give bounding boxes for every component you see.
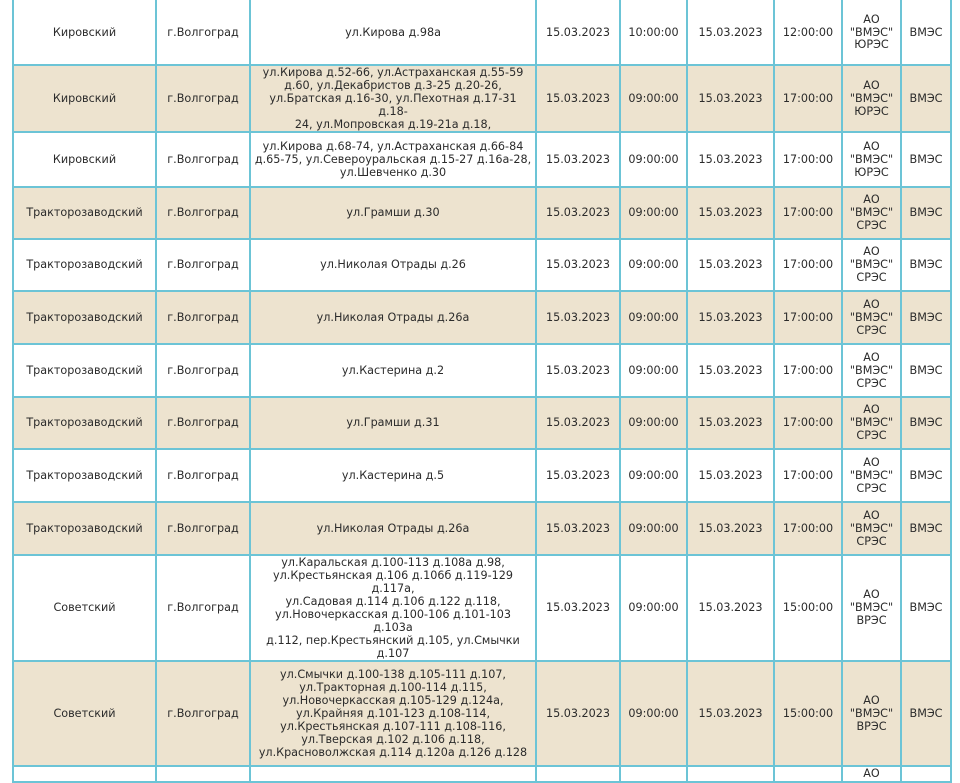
organization-cell: АО "ВМЭС" ЮРЭС	[842, 65, 901, 132]
start-time-cell: 09:00:00	[620, 397, 687, 449]
start-time-cell: 09:00:00	[620, 291, 687, 344]
end-time-cell: 17:00:00	[774, 132, 842, 187]
address-line: ул.Шевченко д.30	[339, 165, 447, 179]
start-date-cell: 15.03.2023	[536, 661, 620, 766]
end-date-cell	[687, 766, 774, 782]
address-line: ул.Тракторная д.100-114 д.115,	[299, 680, 487, 694]
end-date-cell: 15.03.2023	[687, 65, 774, 132]
organization-cell: АО "ВМЭС" ВРЭС	[842, 661, 901, 766]
branch-cell: ВМЭС	[901, 239, 951, 291]
organization-cell: АО "ВМЭС" СРЭС	[842, 187, 901, 239]
branch-cell	[901, 766, 951, 782]
end-time-cell: 17:00:00	[774, 291, 842, 344]
address-cell	[250, 397, 536, 449]
start-time-cell: 09:00:00	[620, 344, 687, 397]
start-time-cell: 10:00:00	[620, 0, 687, 65]
end-time-cell: 17:00:00	[774, 187, 842, 239]
address-line: ул.Кастерина д.2	[341, 363, 445, 377]
end-date-cell: 15.03.2023	[687, 449, 774, 502]
address-line: ул.Кирова д.68-74, ул.Астраханская д.66-84	[262, 139, 524, 153]
end-date-cell: 15.03.2023	[687, 502, 774, 555]
organization-cell: АО "ВМЭС" ЮРЭС	[842, 0, 901, 65]
branch-cell: ВМЭС	[901, 187, 951, 239]
city-cell: г.Волгоград	[156, 397, 250, 449]
address-line: ул.Каральская д.100-113 д.108а д.98,	[281, 555, 505, 569]
address-line: ул.Новочеркасская д.105-129 д.124а,	[282, 693, 504, 707]
organization-cell: АО "ВМЭС" СРЭС	[842, 344, 901, 397]
end-date-cell: 15.03.2023	[687, 132, 774, 187]
address-cell	[250, 661, 536, 766]
branch-cell: ВМЭС	[901, 661, 951, 766]
city-cell: г.Волгоград	[156, 187, 250, 239]
branch-cell: ВМЭС	[901, 0, 951, 65]
branch-cell: ВМЭС	[901, 291, 951, 344]
branch-cell: ВМЭС	[901, 344, 951, 397]
city-cell: г.Волгоград	[156, 344, 250, 397]
address-line: ул.Кирова д.52-66, ул.Астраханская д.55-59	[262, 66, 524, 79]
organization-cell: АО "ВМЭС" СРЭС	[842, 291, 901, 344]
start-date-cell: 15.03.2023	[536, 291, 620, 344]
start-date-cell: 15.03.2023	[536, 502, 620, 555]
address-cell	[250, 502, 536, 555]
start-date-cell: 15.03.2023	[536, 0, 620, 65]
address-line: ул.Николая Отрады д.26	[320, 258, 466, 272]
district-cell: Тракторозаводский	[13, 397, 156, 449]
end-time-cell: 17:00:00	[774, 449, 842, 502]
start-date-cell: 15.03.2023	[536, 397, 620, 449]
organization-cell: АО "ВМЭС" ЮРЭС	[842, 132, 901, 187]
address-line: ул.Кастерина д.5	[341, 468, 445, 482]
end-time-cell: 17:00:00	[774, 239, 842, 291]
table-row	[13, 65, 951, 132]
city-cell: г.Волгоград	[156, 661, 250, 766]
address-line: ул.Новочеркасская д.100-106 д.101-103 д.103а	[274, 607, 512, 634]
district-cell: Тракторозаводский	[13, 449, 156, 502]
start-date-cell: 15.03.2023	[536, 239, 620, 291]
address-line: ул.Смычки д.100-138 д.105-111 д.107,	[280, 667, 506, 681]
end-date-cell: 15.03.2023	[687, 344, 774, 397]
address-cell	[250, 0, 536, 65]
start-time-cell: 09:00:00	[620, 449, 687, 502]
table-row	[13, 187, 951, 239]
address-line: ул.Крайняя д.101-123 д.108-114,	[295, 706, 490, 720]
address-cell	[250, 132, 536, 187]
table-row	[13, 555, 951, 661]
district-cell: Кировский	[13, 132, 156, 187]
start-date-cell	[536, 766, 620, 782]
city-cell: г.Волгоград	[156, 132, 250, 187]
outage-table-body	[13, 0, 951, 782]
branch-cell: ВМЭС	[901, 449, 951, 502]
end-date-cell: 15.03.2023	[687, 555, 774, 661]
district-cell: Кировский	[13, 0, 156, 65]
organization-cell: АО	[842, 766, 901, 782]
city-cell	[156, 766, 250, 782]
organization-cell: АО "ВМЭС" СРЭС	[842, 397, 901, 449]
start-date-cell: 15.03.2023	[536, 187, 620, 239]
end-date-cell: 15.03.2023	[687, 291, 774, 344]
address-line: ул.Кирова д.98а	[345, 25, 441, 39]
start-time-cell	[620, 766, 687, 782]
table-row	[13, 449, 951, 502]
city-cell: г.Волгоград	[156, 449, 250, 502]
branch-cell: ВМЭС	[901, 132, 951, 187]
address-line: ул.Крестьянская д.107-111 д.108-116,	[280, 719, 506, 733]
start-time-cell: 09:00:00	[620, 132, 687, 187]
start-date-cell: 15.03.2023	[536, 65, 620, 132]
city-cell: г.Волгоград	[156, 239, 250, 291]
table-row	[13, 766, 951, 782]
organization-cell: АО "ВМЭС" СРЭС	[842, 449, 901, 502]
table-row	[13, 239, 951, 291]
address-line: д.107	[376, 646, 410, 660]
district-cell: Кировский	[13, 65, 156, 132]
address-cell	[250, 344, 536, 397]
organization-cell: АО "ВМЭС" ВРЭС	[842, 555, 901, 661]
start-time-cell: 09:00:00	[620, 555, 687, 661]
address-line: ул.Садовая д.114 д.106 д.122 д.118,	[285, 594, 501, 608]
table-row	[13, 291, 951, 344]
district-cell: Советский	[13, 555, 156, 661]
address-cell	[250, 555, 536, 661]
start-time-cell: 09:00:00	[620, 187, 687, 239]
end-time-cell: 17:00:00	[774, 344, 842, 397]
address-cell	[250, 291, 536, 344]
table-row	[13, 661, 951, 766]
branch-cell: ВМЭС	[901, 65, 951, 132]
branch-cell: ВМЭС	[901, 397, 951, 449]
address-line: д.65-75, ул.Североуральская д.15-27 д.16а-28,	[254, 152, 532, 166]
city-cell: г.Волгоград	[156, 0, 250, 65]
district-cell: Тракторозаводский	[13, 239, 156, 291]
address-cell	[250, 449, 536, 502]
end-time-cell: 17:00:00	[774, 397, 842, 449]
address-line: ул.Тверская д.102 д.106 д.118,	[301, 732, 485, 746]
address-line: ул.Николая Отрады д.26а	[316, 310, 470, 324]
address-line: ул.Николая Отрады д.26а	[316, 521, 470, 535]
address-line: ул.Красноволжская д.114 д.120а д.126 д.128	[258, 745, 528, 759]
address-cell	[250, 766, 536, 782]
address-line: ул.Крестьянская д.106 д.106б д.119-129 д.117а,	[273, 568, 513, 595]
district-cell: Тракторозаводский	[13, 502, 156, 555]
start-date-cell: 15.03.2023	[536, 132, 620, 187]
start-date-cell: 15.03.2023	[536, 449, 620, 502]
district-cell: Тракторозаводский	[13, 291, 156, 344]
address-cell	[250, 187, 536, 239]
table-row	[13, 397, 951, 449]
address-line: 24, ул.Мопровская д.19-21а д.18,	[294, 117, 492, 131]
table-row	[13, 344, 951, 397]
address-line: д.60, ул.Декабристов д.3-25 д.20-26,	[284, 78, 502, 92]
start-time-cell: 09:00:00	[620, 239, 687, 291]
end-time-cell: 17:00:00	[774, 65, 842, 132]
address-line: ул.Грамши д.31	[346, 416, 440, 430]
end-date-cell: 15.03.2023	[687, 661, 774, 766]
address-line: ул.Братская д.16-30, ул.Пехотная д.17-31 д.18-	[269, 91, 517, 118]
district-cell: Тракторозаводский	[13, 344, 156, 397]
start-date-cell: 15.03.2023	[536, 555, 620, 661]
table-row	[13, 132, 951, 187]
organization-cell: АО "ВМЭС" СРЭС	[842, 502, 901, 555]
end-time-cell: 17:00:00	[774, 502, 842, 555]
outage-table	[12, 0, 952, 783]
end-time-cell: 15:00:00	[774, 555, 842, 661]
end-date-cell: 15.03.2023	[687, 239, 774, 291]
end-time-cell: 15:00:00	[774, 661, 842, 766]
organization-cell: АО "ВМЭС" СРЭС	[842, 239, 901, 291]
city-cell: г.Волгоград	[156, 65, 250, 132]
table-row	[13, 502, 951, 555]
address-cell	[250, 65, 536, 132]
start-time-cell: 09:00:00	[620, 661, 687, 766]
address-line: ул.Грамши д.30	[346, 206, 440, 220]
district-cell	[13, 766, 156, 782]
start-time-cell: 09:00:00	[620, 502, 687, 555]
start-time-cell: 09:00:00	[620, 65, 687, 132]
end-time-cell: 12:00:00	[774, 0, 842, 65]
city-cell: г.Волгоград	[156, 502, 250, 555]
start-date-cell: 15.03.2023	[536, 344, 620, 397]
end-date-cell: 15.03.2023	[687, 397, 774, 449]
address-line: д.112, пер.Крестьянский д.105, ул.Смычки	[266, 633, 520, 647]
district-cell: Советский	[13, 661, 156, 766]
district-cell: Тракторозаводский	[13, 187, 156, 239]
branch-cell: ВМЭС	[901, 555, 951, 661]
table-row	[13, 0, 951, 65]
city-cell: г.Волгоград	[156, 291, 250, 344]
end-date-cell: 15.03.2023	[687, 187, 774, 239]
address-cell	[250, 239, 536, 291]
branch-cell: ВМЭС	[901, 502, 951, 555]
end-time-cell	[774, 766, 842, 782]
end-date-cell: 15.03.2023	[687, 0, 774, 65]
city-cell: г.Волгоград	[156, 555, 250, 661]
